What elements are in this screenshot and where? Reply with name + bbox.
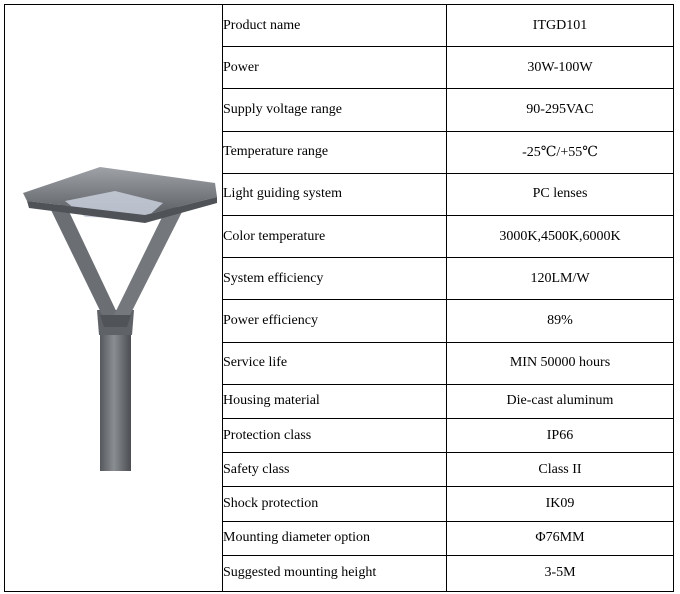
spec-label: Service life xyxy=(223,342,447,384)
spec-value: ITGD101 xyxy=(447,5,674,47)
spec-label: Light guiding system xyxy=(223,173,447,215)
spec-value: IK09 xyxy=(447,487,674,521)
spec-value: MIN 50000 hours xyxy=(447,342,674,384)
spec-label: Power efficiency xyxy=(223,300,447,342)
spec-value: 3000K,4500K,6000K xyxy=(447,216,674,258)
lamp-hub xyxy=(100,315,131,327)
spec-label: Color temperature xyxy=(223,216,447,258)
spec-label: Product name xyxy=(223,5,447,47)
spec-label: Power xyxy=(223,47,447,89)
spec-value: Class II xyxy=(447,453,674,487)
spec-label: Housing material xyxy=(223,384,447,418)
product-image-cell xyxy=(5,5,223,592)
spec-value: IP66 xyxy=(447,419,674,453)
spec-label: Shock protection xyxy=(223,487,447,521)
street-lamp-illustration xyxy=(5,5,222,591)
spec-sheet xyxy=(4,4,674,590)
spec-label: System efficiency xyxy=(223,258,447,300)
spec-value: Φ76MM xyxy=(447,521,674,555)
spec-value: 89% xyxy=(447,300,674,342)
spec-value: -25℃/+55℃ xyxy=(447,131,674,173)
spec-label: Supply voltage range xyxy=(223,89,447,131)
spec-table xyxy=(4,4,674,592)
spec-label: Suggested mounting height xyxy=(223,555,447,591)
spec-value: PC lenses xyxy=(447,173,674,215)
spec-value: 120LM/W xyxy=(447,258,674,300)
spec-label: Mounting diameter option xyxy=(223,521,447,555)
spec-label: Safety class xyxy=(223,453,447,487)
spec-value: Die-cast aluminum xyxy=(447,384,674,418)
lamp-arm-left xyxy=(51,203,119,323)
spec-label: Temperature range xyxy=(223,131,447,173)
spec-value: 90-295VAC xyxy=(447,89,674,131)
spec-value: 30W-100W xyxy=(447,47,674,89)
table-row xyxy=(5,5,674,47)
product-image xyxy=(5,5,222,591)
spec-value: 3-5M xyxy=(447,555,674,591)
lamp-pole xyxy=(100,325,131,471)
spec-label: Protection class xyxy=(223,419,447,453)
